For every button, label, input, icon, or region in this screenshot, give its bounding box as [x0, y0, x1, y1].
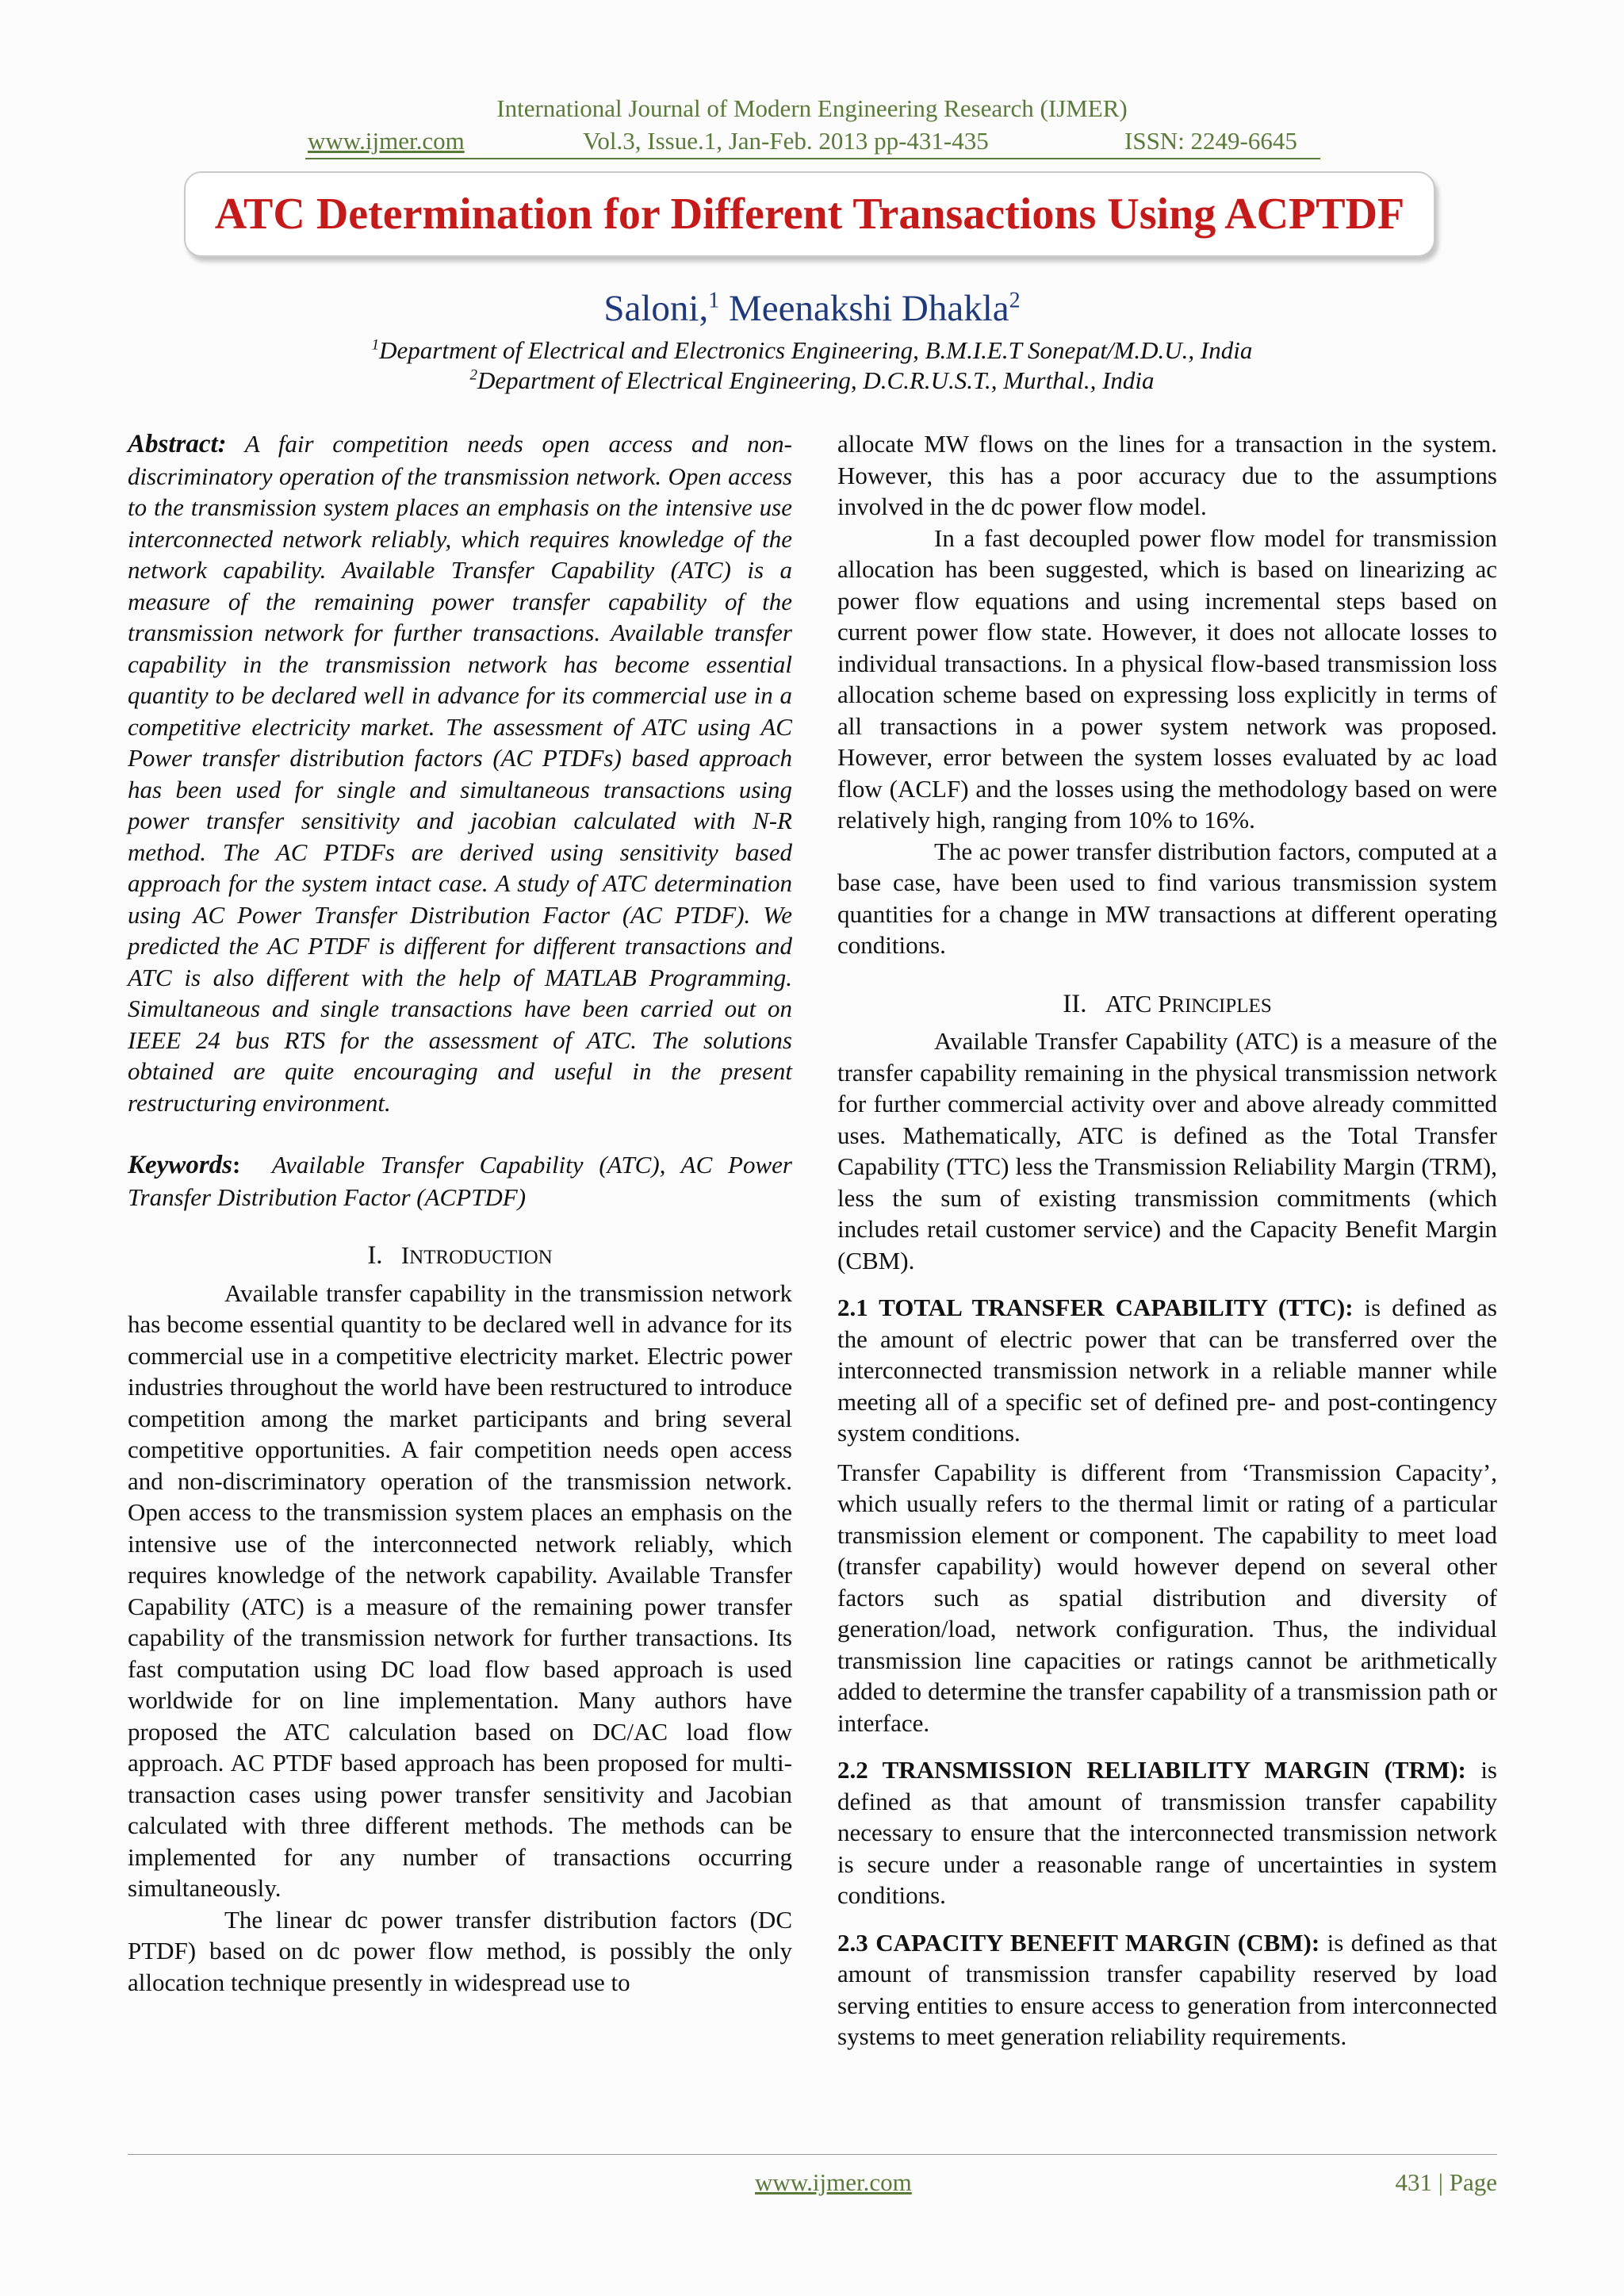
left-column [128, 428, 792, 1998]
keywords-label: Keywords [128, 1151, 232, 1179]
footer-rule [128, 2154, 1497, 2155]
section-2-heading: II. ATC PRINCIPLES [1063, 989, 1272, 1018]
section-1-heading: I. INTRODUCTION [367, 1241, 553, 1270]
right-paragraph-0: allocate MW flows on the lines for a transaction in the system. However, this has a poor accuracy due to the assumptions involved in the dc power flow model. [837, 430, 1497, 520]
right-paragraph-1: In a fast decoupled power flow model for transmission allocation has been suggested, which is based on linearizing ac power flow equations and using incremental steps based on current power flow state. However, it does not allocate losses to individual transactions. In a physical flow-based transmission loss allocation scheme based on expressing loss explicitly in terms of all transactions in a power system network was proposed. However, error between the system losses evaluated by ac load flow (ACLF) and the losses using the methodology based on were relatively high, ranging from 10% to 16%. [837, 523, 1497, 834]
subsection-2-1: 2.1 TOTAL TRANSFER CAPABILITY (TTC): is defined as the amount of electric power that can be transferred over the interconnected transmission network in a reliable manner while meeting all of a specific set of defined pre- and post-contingency system conditions. [837, 1294, 1497, 1447]
keywords: Keywords: Available Transfer Capability (ATC), AC Power Transfer Distribution Factor (ACPTDF) [128, 1151, 792, 1211]
abstract-label: Abstract: [128, 430, 227, 458]
affiliation-1: $^1$Department of Electrical and Electronics Engineering, B.M.I.E.T Sonepat/M.D.U., India [371, 336, 1253, 364]
header-rule [305, 158, 1320, 159]
subsection-2-2: 2.2 TRANSMISSION RELIABILITY MARGIN (TRM): is defined as that amount of transmission transfer capability necessary to ensure that the interconnected transmission network is secure under a reasonable range of uncertainties in system conditions. [837, 1756, 1497, 1909]
subsection-2-3: 2.3 CAPACITY BENEFIT MARGIN (CBM): is defined as that amount of transmission transfer capability reserved by load serving entities to ensure access to generation from interconnected systems to meet generation reliability requirements. [837, 1928, 1497, 2050]
author-2: Meenakshi Dhakla [728, 288, 1009, 329]
footer-url-link[interactable]: www.ijmer.com [755, 2168, 912, 2196]
journal-info [0, 127, 1624, 159]
journal-name: International Journal of Modern Engineering Research (IJMER) [496, 94, 1128, 122]
journal-url-link[interactable]: www.ijmer.com [308, 127, 465, 155]
right-paragraph-2: The ac power transfer distribution factors, computed at a base case, have been used to find various transmission system quantities for a change in MW transactions at different operating conditions. [837, 837, 1497, 959]
affiliation-2: $^2$Department of Electrical Engineering, D.C.R.U.S.T., Murthal., India [469, 366, 1155, 394]
title-box [184, 171, 1435, 257]
abstract [128, 428, 792, 1118]
atc-principles-paragraph: Available Transfer Capability (ATC) is a measure of the transfer capability remaining in the physical transmission network for further commercial activity over and above already committed uses. Mathematically, ATC is defined as the Total Transfer Capability (TTC) less the Transmission Reliability Margin (TRM), less the sum of existing transmission commitments (which includes retail customer service) and the Capacity Benefit Margin (CBM). [837, 1027, 1497, 1274]
author-1-sup: 1 [708, 288, 720, 313]
page-number: 431 | Page [1395, 2168, 1497, 2196]
author-1: Saloni, [603, 288, 709, 329]
author-2-sup: 2 [1009, 288, 1021, 313]
authors [0, 287, 1624, 330]
keywords-text: Available Transfer Capability (ATC), AC Power Transfer Distribution Factor (ACPTDF) [128, 1151, 792, 1211]
paper-title: ATC Determination for Different Transactions Using ACPTDF [214, 190, 1405, 239]
intro-paragraph-2: The linear dc power transfer distribution factors (DC PTDF) based on dc power flow method, is possibly the only allocation technique presently in widespread use to [128, 1905, 792, 1996]
intro-paragraph-1: Available transfer capability in the transmission network has become essential quantity to be declared well in advance for its commercial use in a competitive electricity market. Electric power industries throughout the world have been restructured to introduce competition among the market participants and bring several competitive opportunities. A fair competition needs open access and non-discriminatory operation of the transmission network. Open access to the transmission system places an emphasis on the intensive use of the interconnected network reliably, which requires knowledge of the network capability. Available Transfer Capability (ATC) is a measure of the remaining power transfer capability of the transmission network for further transactions. Its fast computation using DC load flow based approach is used worldwide for on line implementation. Many authors have proposed the ATC calculation based on DC/AC load flow approach. AC PTDF based approach has been proposed for multi-transaction cases using power transfer sensitivity and Jacobian calculated with three different methods. The methods can be implemented for any number of transactions occurring simultaneously. [128, 1278, 792, 1902]
journal-volume: Vol.3, Issue.1, Jan-Feb. 2013 pp-431-435 [583, 127, 989, 155]
abstract-text: A fair competition needs open access and non-discriminatory operation of the transmission network. Open access to the transmission system places an emphasis on the intensive use interconnected network reliably, which requires knowledge of the network capability. Available Transfer Capability (ATC) is a measure of the remaining power transfer capability of the transmission network for further transactions. Available transfer capability in the transmission network has become essential quantity to be declared well in advance for its commercial use in a competitive electricity market. The assessment of ATC using AC Power transfer distribution factors (AC PTDFs) based approach has been used for single and simultaneous transactions using power transfer sensitivity and jacobian calculated with N-R method. The AC PTDFs are derived using sensitivity based approach for the system intact case. A study of ATC determination using AC Power Transfer Distribution Factor (AC PTDF). We predicted the AC PTDF is different for different transactions and ATC is also different with the help of MATLAB Programming. Simultaneous and single transactions have been carried out on IEEE 24 bus RTS for the assessment of ATC. The solutions obtained are quite encouraging and useful in the present restructuring environment. [128, 430, 792, 1117]
right-column [837, 428, 1497, 2053]
journal-issn: ISSN: 2249-6645 [1124, 127, 1297, 155]
subsection-2-1-paragraph-2: Transfer Capability is different from ‘Transmission Capacity’, which usually refers to the thermal limit or rating of a particular transmission element or component. The capability to meet load (transfer capability) would however depend on several other factors such as spatial distribution and diversity of generation/load, network configuration. Thus, the individual transmission line capacities or ratings cannot be arithmetically added to determine the transfer capability of a transmission path or interface. [837, 1458, 1497, 1737]
